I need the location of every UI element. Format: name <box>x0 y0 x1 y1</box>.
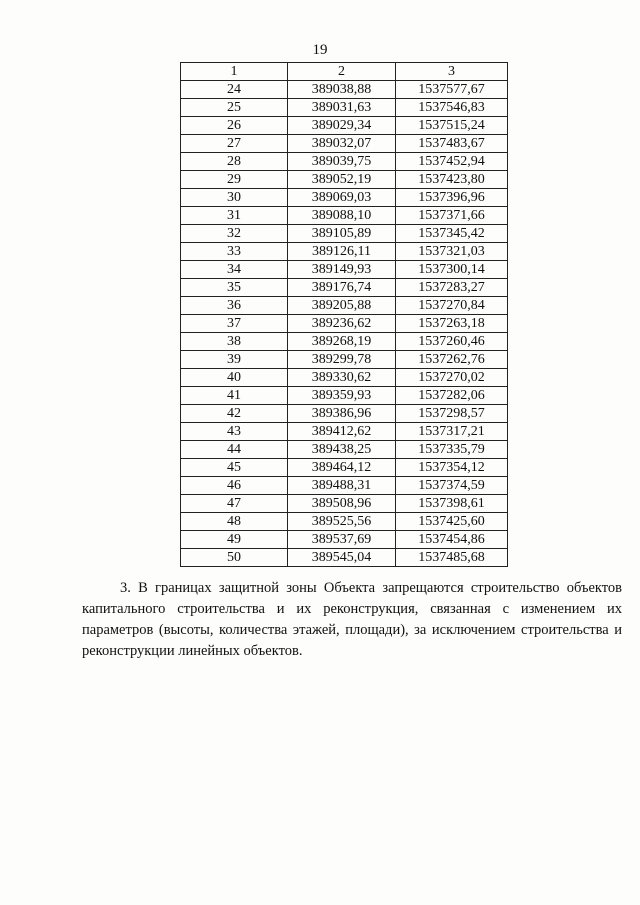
y-coordinate-cell: 1537300,14 <box>396 261 508 279</box>
restriction-paragraph: 3. В границах защитной зоны Объекта запрещаются строительство объектов капитального строительства и их реконструкция, связанная с изменением их параметров (высоты, количества этажей, площади), за исключением строительства и реконструкции линейных объектов. <box>82 580 622 659</box>
y-coordinate-cell: 1537423,80 <box>396 171 508 189</box>
table-row <box>181 261 508 279</box>
y-coordinate-cell: 1537483,67 <box>396 135 508 153</box>
x-coordinate-cell: 389525,56 <box>288 513 396 531</box>
table-row <box>181 369 508 387</box>
x-coordinate-cell: 389236,62 <box>288 315 396 333</box>
point-number-cell: 43 <box>181 423 288 441</box>
x-coordinate-cell: 389029,34 <box>288 117 396 135</box>
table-row <box>181 153 508 171</box>
x-coordinate-cell: 389359,93 <box>288 387 396 405</box>
point-number-cell: 50 <box>181 549 288 567</box>
x-coordinate-cell: 389069,03 <box>288 189 396 207</box>
y-coordinate-cell: 1537374,59 <box>396 477 508 495</box>
y-coordinate-cell: 1537396,96 <box>396 189 508 207</box>
coordinates-table <box>180 62 508 567</box>
table-row <box>181 423 508 441</box>
table-row <box>181 189 508 207</box>
x-coordinate-cell: 389032,07 <box>288 135 396 153</box>
table-row <box>181 207 508 225</box>
y-coordinate-cell: 1537485,68 <box>396 549 508 567</box>
x-coordinate-cell: 389126,11 <box>288 243 396 261</box>
x-coordinate-cell: 389545,04 <box>288 549 396 567</box>
point-number-cell: 32 <box>181 225 288 243</box>
table-row <box>181 99 508 117</box>
y-coordinate-cell: 1537270,84 <box>396 297 508 315</box>
table-row <box>181 549 508 567</box>
y-coordinate-cell: 1537321,03 <box>396 243 508 261</box>
y-coordinate-cell: 1537425,60 <box>396 513 508 531</box>
column-header-point: 1 <box>181 63 288 81</box>
y-coordinate-cell: 1537371,66 <box>396 207 508 225</box>
table-row <box>181 495 508 513</box>
table-row <box>181 405 508 423</box>
table-row <box>181 279 508 297</box>
x-coordinate-cell: 389149,93 <box>288 261 396 279</box>
point-number-cell: 49 <box>181 531 288 549</box>
point-number-cell: 48 <box>181 513 288 531</box>
point-number-cell: 33 <box>181 243 288 261</box>
x-coordinate-cell: 389386,96 <box>288 405 396 423</box>
table-row <box>181 387 508 405</box>
table-row <box>181 477 508 495</box>
x-coordinate-cell: 389438,25 <box>288 441 396 459</box>
table-row <box>181 333 508 351</box>
y-coordinate-cell: 1537345,42 <box>396 225 508 243</box>
y-coordinate-cell: 1537282,06 <box>396 387 508 405</box>
y-coordinate-cell: 1537317,21 <box>396 423 508 441</box>
point-number-cell: 36 <box>181 297 288 315</box>
point-number-cell: 28 <box>181 153 288 171</box>
table-row <box>181 441 508 459</box>
x-coordinate-cell: 389464,12 <box>288 459 396 477</box>
point-number-cell: 45 <box>181 459 288 477</box>
table-row <box>181 117 508 135</box>
point-number-cell: 29 <box>181 171 288 189</box>
point-number-cell: 46 <box>181 477 288 495</box>
point-number-cell: 30 <box>181 189 288 207</box>
table-row <box>181 225 508 243</box>
point-number-cell: 26 <box>181 117 288 135</box>
point-number-cell: 27 <box>181 135 288 153</box>
y-coordinate-cell: 1537298,57 <box>396 405 508 423</box>
column-header-y: 3 <box>396 63 508 81</box>
point-number-cell: 47 <box>181 495 288 513</box>
y-coordinate-cell: 1537270,02 <box>396 369 508 387</box>
x-coordinate-cell: 389052,19 <box>288 171 396 189</box>
column-header-x: 2 <box>288 63 396 81</box>
point-number-cell: 42 <box>181 405 288 423</box>
y-coordinate-cell: 1537454,86 <box>396 531 508 549</box>
y-coordinate-cell: 1537577,67 <box>396 81 508 99</box>
x-coordinate-cell: 389105,89 <box>288 225 396 243</box>
table-row <box>181 243 508 261</box>
y-coordinate-cell: 1537546,83 <box>396 99 508 117</box>
x-coordinate-cell: 389412,62 <box>288 423 396 441</box>
x-coordinate-cell: 389330,62 <box>288 369 396 387</box>
y-coordinate-cell: 1537335,79 <box>396 441 508 459</box>
y-coordinate-cell: 1537283,27 <box>396 279 508 297</box>
y-coordinate-cell: 1537354,12 <box>396 459 508 477</box>
y-coordinate-cell: 1537452,94 <box>396 153 508 171</box>
y-coordinate-cell: 1537260,46 <box>396 333 508 351</box>
x-coordinate-cell: 389038,88 <box>288 81 396 99</box>
x-coordinate-cell: 389176,74 <box>288 279 396 297</box>
point-number-cell: 37 <box>181 315 288 333</box>
x-coordinate-cell: 389508,96 <box>288 495 396 513</box>
y-coordinate-cell: 1537262,76 <box>396 351 508 369</box>
point-number-cell: 41 <box>181 387 288 405</box>
point-number-cell: 40 <box>181 369 288 387</box>
table-row <box>181 171 508 189</box>
point-number-cell: 25 <box>181 99 288 117</box>
table-row <box>181 351 508 369</box>
point-number-cell: 31 <box>181 207 288 225</box>
x-coordinate-cell: 389299,78 <box>288 351 396 369</box>
page-number: 19 <box>312 42 328 58</box>
point-number-cell: 35 <box>181 279 288 297</box>
y-coordinate-cell: 1537263,18 <box>396 315 508 333</box>
table-row <box>181 81 508 99</box>
x-coordinate-cell: 389205,88 <box>288 297 396 315</box>
x-coordinate-cell: 389031,63 <box>288 99 396 117</box>
point-number-cell: 39 <box>181 351 288 369</box>
x-coordinate-cell: 389537,69 <box>288 531 396 549</box>
table-row <box>181 459 508 477</box>
table-header-row <box>181 63 508 81</box>
y-coordinate-cell: 1537515,24 <box>396 117 508 135</box>
x-coordinate-cell: 389088,10 <box>288 207 396 225</box>
point-number-cell: 34 <box>181 261 288 279</box>
table-row <box>181 513 508 531</box>
table-row <box>181 135 508 153</box>
point-number-cell: 44 <box>181 441 288 459</box>
x-coordinate-cell: 389268,19 <box>288 333 396 351</box>
point-number-cell: 38 <box>181 333 288 351</box>
table-row <box>181 315 508 333</box>
y-coordinate-cell: 1537398,61 <box>396 495 508 513</box>
table-row <box>181 297 508 315</box>
x-coordinate-cell: 389039,75 <box>288 153 396 171</box>
x-coordinate-cell: 389488,31 <box>288 477 396 495</box>
table-row <box>181 531 508 549</box>
point-number-cell: 24 <box>181 81 288 99</box>
